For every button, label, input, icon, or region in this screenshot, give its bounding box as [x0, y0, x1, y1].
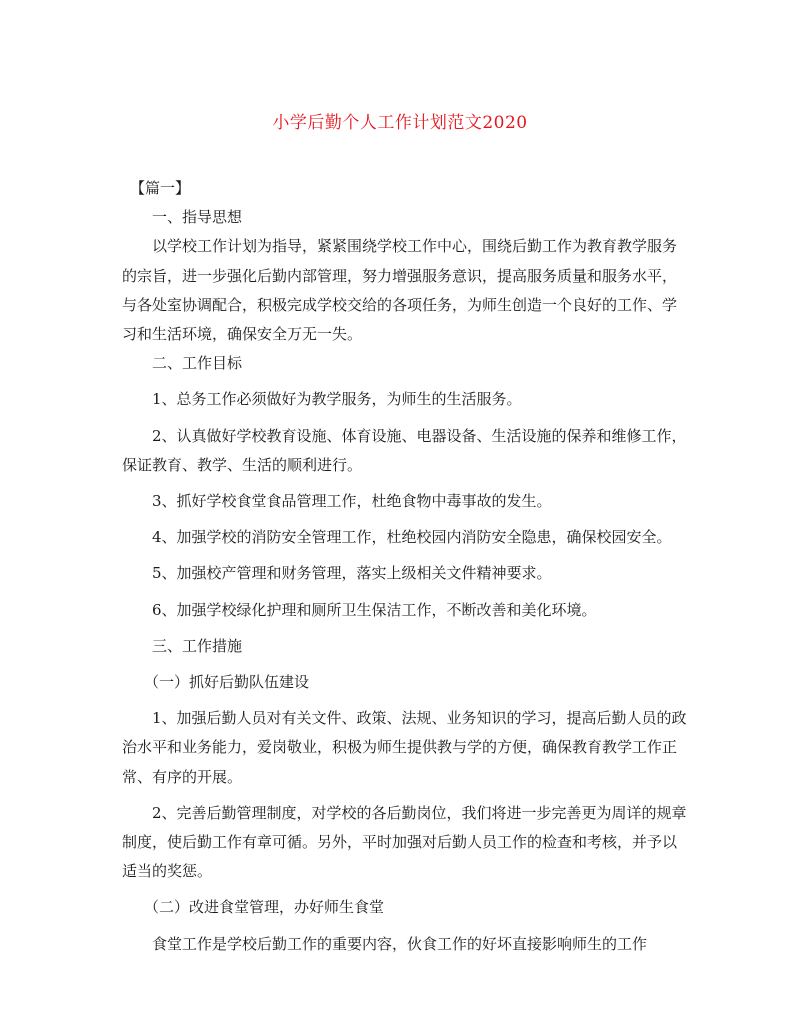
heading-work-measures: 三、工作措施 [152, 636, 243, 655]
section-tag: 【篇一】 [130, 179, 191, 197]
paragraph-guiding-ideology: 以学校工作计划为指导，紧紧围绕学校工作中心，围绕后勤工作为教育教学服务的宗旨，进一步强化后勤内部管理，努力增强服务意识，提高服务质量和服务水平，与各处室协调配合，积极完成学校交给的各项任务，为师生创造一个良好的工作、学习和生活环境，确保安全万无一失。 [122, 237, 678, 344]
measure-item: 2、完善后勤管理制度，对学校的各后勤岗位，我们将进一步完善更为周详的规章制度，使后勤工作有章可循。另外，平时加强对后勤人员工作的检查和考核，并予以适当的奖惩。 [122, 803, 687, 881]
heading-guiding-ideology: 一、指导思想 [152, 208, 243, 227]
paragraph-canteen: 食堂工作是学校后勤工作的重要内容，伙食工作的好坏直接影响师生的工作 [152, 934, 648, 953]
subheading-team-building: （一）抓好后勤队伍建设 [144, 673, 310, 692]
goal-item: 3、抓好学校食堂食品管理工作，杜绝食物中毒事故的发生。 [152, 492, 552, 511]
goal-item: 1、总务工作必须做好为教学服务，为师生的生活服务。 [152, 390, 522, 409]
measure-item: 1、加强后勤人员对有关文件、政策、法规、业务知识的学习，提高后勤人员的政治水平和业务能力，爱岗敬业，积极为师生提供教与学的方便，确保教育教学工作正常、有序的开展。 [122, 709, 687, 786]
document-body [122, 174, 688, 959]
document-title: 小学后勤个人工作计划范文2020 [272, 113, 528, 133]
heading-work-goals: 二、工作目标 [152, 354, 243, 373]
subheading-canteen: （二）改进食堂管理，办好师生食堂 [144, 898, 385, 917]
goal-item: 6、加强学校绿化护理和厕所卫生保洁工作，不断改善和美化环境。 [152, 600, 597, 619]
goal-item: 2、认真做好学校教育设施、体育设施、电器设备、生活设施的保养和维修工作，保证教育、教学、生活的顺利进行。 [122, 426, 687, 474]
goal-item: 5、加强校产管理和财务管理，落实上级相关文件精神要求。 [152, 564, 552, 583]
goal-item: 4、加强学校的消防安全管理工作，杜绝校园内消防安全隐患，确保校园安全。 [152, 528, 672, 547]
